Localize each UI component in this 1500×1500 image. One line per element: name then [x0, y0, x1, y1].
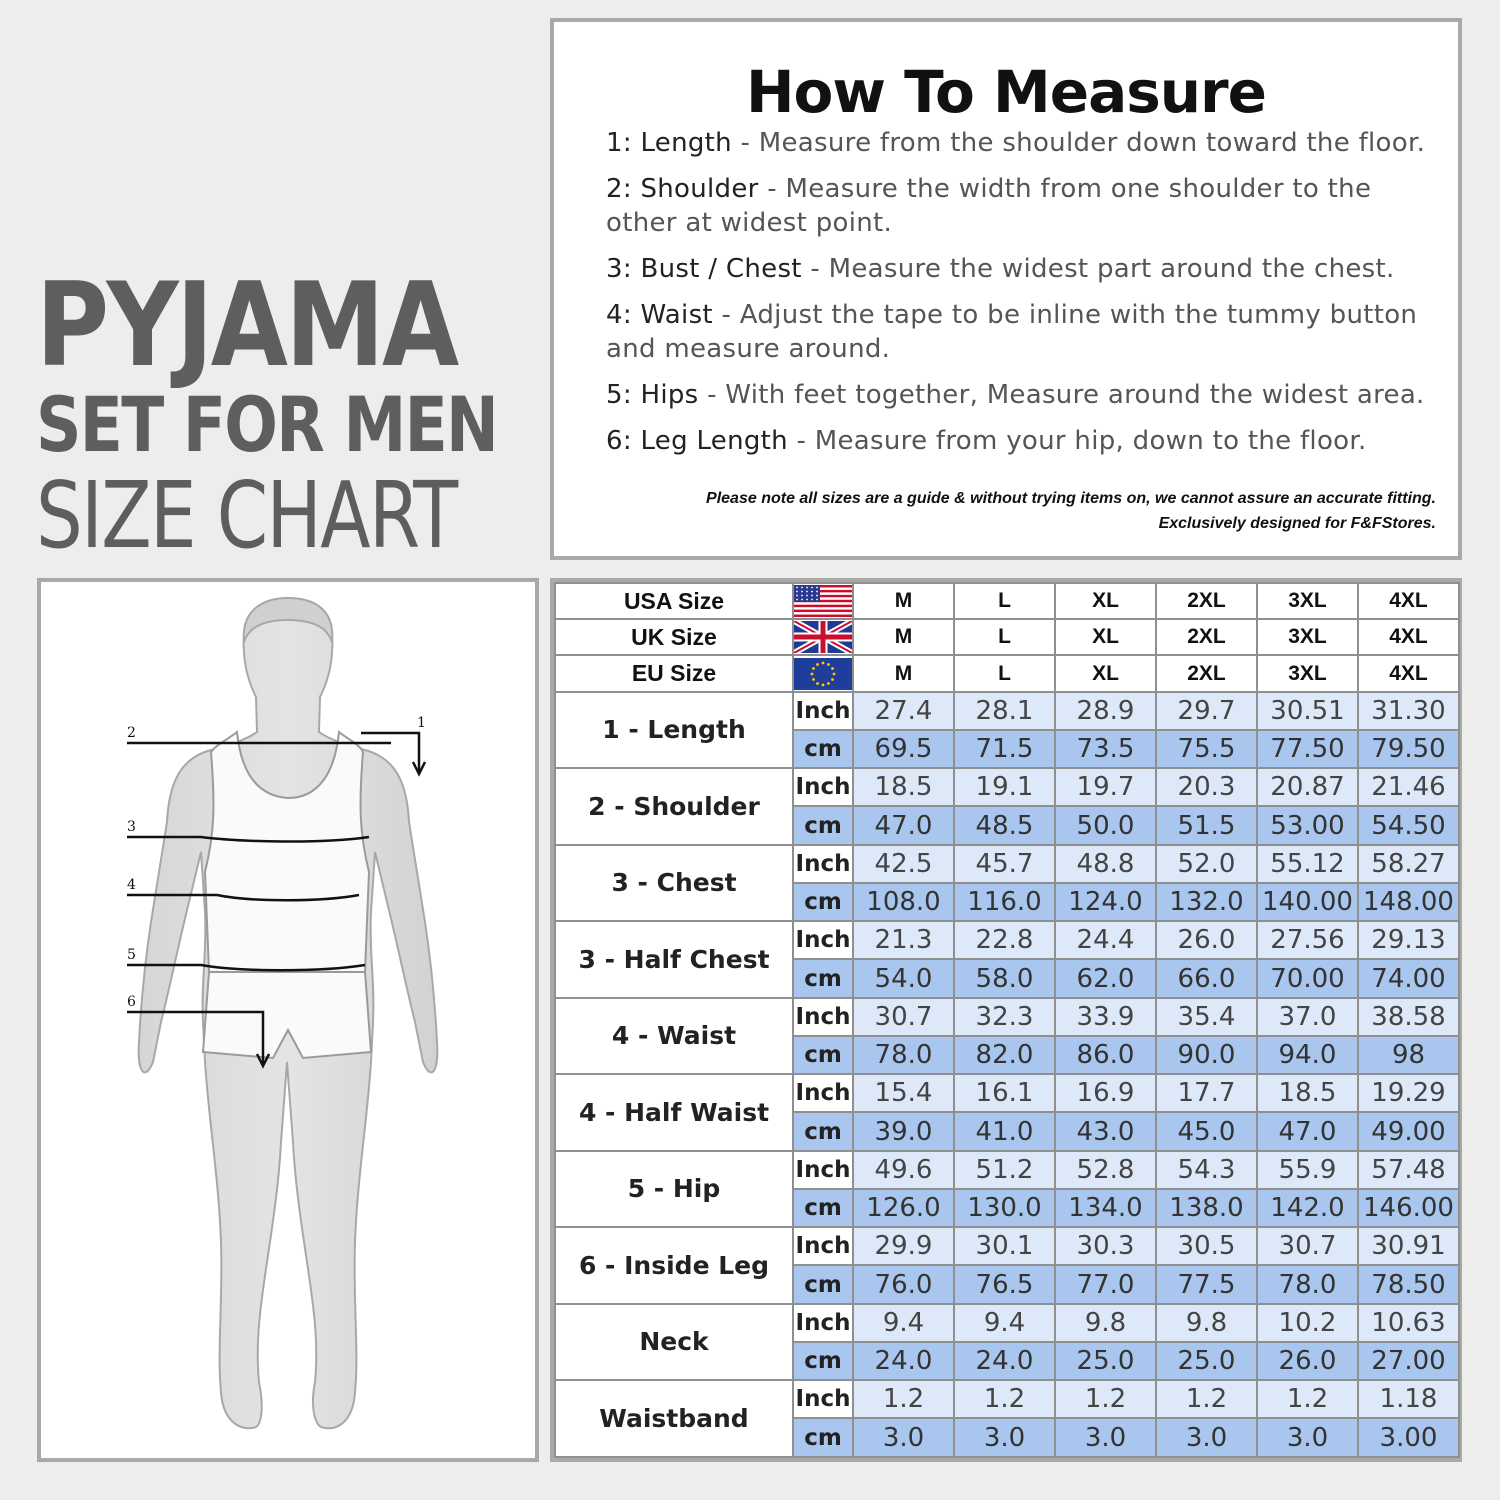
cm-value: 77.50 [1257, 730, 1358, 768]
unit-cm-label: cm [793, 1342, 853, 1380]
cm-value: 25.0 [1156, 1342, 1257, 1380]
inch-value: 9.4 [954, 1304, 1055, 1342]
inch-value: 21.3 [853, 921, 954, 959]
inch-value: 21.46 [1358, 768, 1459, 806]
cm-value: 69.5 [853, 730, 954, 768]
inch-value: 54.3 [1156, 1151, 1257, 1189]
title-set-for-men: SET FOR MEN [36, 380, 498, 469]
cm-value: 27.00 [1358, 1342, 1459, 1380]
cm-value: 54.50 [1358, 806, 1459, 844]
inch-value: 52.8 [1055, 1151, 1156, 1189]
size-label: 4XL [1358, 583, 1459, 619]
table-row [555, 1380, 1459, 1418]
inch-value: 1.2 [853, 1380, 954, 1418]
cm-value: 25.0 [1055, 1342, 1156, 1380]
table-row [555, 1074, 1459, 1112]
inch-value: 49.6 [853, 1151, 954, 1189]
unit-inch-label: Inch [793, 1227, 853, 1265]
cm-value: 98 [1358, 1036, 1459, 1074]
cm-value: 146.00 [1358, 1189, 1459, 1227]
measure-instruction-key: 6: Leg Length [606, 426, 788, 456]
cm-value: 94.0 [1257, 1036, 1358, 1074]
cm-value: 78.0 [1257, 1265, 1358, 1303]
inch-value: 1.2 [1156, 1380, 1257, 1418]
inch-value: 9.4 [853, 1304, 954, 1342]
cm-value: 76.5 [954, 1265, 1055, 1303]
cm-value: 132.0 [1156, 883, 1257, 921]
inch-value: 30.3 [1055, 1227, 1156, 1265]
figure-label-1: 1 [417, 715, 426, 731]
cm-value: 70.00 [1257, 959, 1358, 997]
measurement-name: 2 - Shoulder [555, 768, 793, 845]
measure-instruction-text: - Adjust the tape to be inline with the tummy button and measure around. [606, 300, 1418, 364]
unit-cm-label: cm [793, 959, 853, 997]
unit-cm-label: cm [793, 806, 853, 844]
cm-value: 142.0 [1257, 1189, 1358, 1227]
figure-label-4: 4 [127, 877, 136, 893]
size-label: XL [1055, 619, 1156, 655]
inch-value: 22.8 [954, 921, 1055, 959]
size-label: 2XL [1156, 619, 1257, 655]
cm-value: 66.0 [1156, 959, 1257, 997]
inch-value: 28.9 [1055, 692, 1156, 730]
size-system-label: UK Size [555, 619, 793, 655]
cm-value: 48.5 [954, 806, 1055, 844]
inch-value: 27.4 [853, 692, 954, 730]
size-label: 3XL [1257, 655, 1358, 691]
unit-cm-label: cm [793, 1189, 853, 1227]
table-row [555, 1227, 1459, 1265]
cm-value: 58.0 [954, 959, 1055, 997]
inch-value: 30.91 [1358, 1227, 1459, 1265]
cm-value: 45.0 [1156, 1112, 1257, 1150]
inch-value: 57.48 [1358, 1151, 1459, 1189]
inch-value: 27.56 [1257, 921, 1358, 959]
cm-value: 73.5 [1055, 730, 1156, 768]
size-label: 3XL [1257, 583, 1358, 619]
cm-value: 24.0 [853, 1342, 954, 1380]
cm-value: 124.0 [1055, 883, 1156, 921]
cm-value: 116.0 [954, 883, 1055, 921]
cm-value: 75.5 [1156, 730, 1257, 768]
measurement-name: 4 - Waist [555, 998, 793, 1075]
inch-value: 33.9 [1055, 998, 1156, 1036]
size-label: M [853, 583, 954, 619]
usa-flag-icon [794, 585, 852, 617]
unit-cm-label: cm [793, 883, 853, 921]
inch-value: 18.5 [853, 768, 954, 806]
size-header-row [555, 583, 1459, 619]
body-figure-panel [37, 578, 539, 1462]
title-block [36, 258, 536, 569]
measure-instruction-key: 2: Shoulder [606, 174, 759, 204]
cm-value: 41.0 [954, 1112, 1055, 1150]
size-label: XL [1055, 583, 1156, 619]
inch-value: 16.9 [1055, 1074, 1156, 1112]
fitting-note [706, 486, 1436, 536]
cm-value: 26.0 [1257, 1342, 1358, 1380]
measure-instruction [606, 298, 1426, 366]
flag-cell [793, 655, 853, 691]
size-label: M [853, 619, 954, 655]
cm-value: 90.0 [1156, 1036, 1257, 1074]
measurement-name: Neck [555, 1304, 793, 1381]
cm-value: 78.0 [853, 1036, 954, 1074]
measurement-name: 5 - Hip [555, 1151, 793, 1228]
size-label: L [954, 583, 1055, 619]
cm-value: 130.0 [954, 1189, 1055, 1227]
cm-value: 3.0 [853, 1418, 954, 1457]
inch-value: 15.4 [853, 1074, 954, 1112]
unit-inch-label: Inch [793, 1151, 853, 1189]
measurement-name: 3 - Half Chest [555, 921, 793, 998]
inch-value: 18.5 [1257, 1074, 1358, 1112]
cm-value: 49.00 [1358, 1112, 1459, 1150]
inch-value: 20.87 [1257, 768, 1358, 806]
how-to-measure-heading: How To Measure [745, 58, 1266, 126]
inch-value: 30.7 [853, 998, 954, 1036]
cm-value: 53.00 [1257, 806, 1358, 844]
inch-value: 1.2 [1257, 1380, 1358, 1418]
flag-cell [793, 619, 853, 655]
cm-value: 3.0 [954, 1418, 1055, 1457]
inch-value: 1.2 [954, 1380, 1055, 1418]
cm-value: 108.0 [853, 883, 954, 921]
unit-inch-label: Inch [793, 1074, 853, 1112]
uk-flag-icon [794, 621, 852, 653]
cm-value: 3.0 [1257, 1418, 1358, 1457]
measure-instruction [606, 424, 1426, 458]
measure-instruction-text: - Measure the widest part around the chest. [801, 254, 1395, 284]
measurement-name: 3 - Chest [555, 845, 793, 922]
measurement-name: 1 - Length [555, 692, 793, 769]
size-header-row [555, 619, 1459, 655]
unit-inch-label: Inch [793, 1380, 853, 1418]
inch-value: 19.29 [1358, 1074, 1459, 1112]
measure-instruction-text: - Measure the width from one shoulder to the other at widest point. [606, 174, 1372, 238]
cm-value: 77.0 [1055, 1265, 1156, 1303]
size-system-label: EU Size [555, 655, 793, 691]
inch-value: 16.1 [954, 1074, 1055, 1112]
body-figure-illustration [41, 582, 535, 1458]
measurement-name: 4 - Half Waist [555, 1074, 793, 1151]
measure-instruction-key: 5: Hips [606, 380, 699, 410]
cm-value: 54.0 [853, 959, 954, 997]
measure-instruction [606, 126, 1426, 160]
fitting-note-line1: Please note all sizes are a guide & without trying items on, we cannot assure an accurate fitting. [706, 490, 1436, 507]
measure-instruction-key: 4: Waist [606, 300, 713, 330]
cm-value: 39.0 [853, 1112, 954, 1150]
inch-value: 20.3 [1156, 768, 1257, 806]
inch-value: 51.2 [954, 1151, 1055, 1189]
table-row [555, 845, 1459, 883]
unit-inch-label: Inch [793, 768, 853, 806]
eu-flag-icon [794, 658, 852, 690]
cm-value: 24.0 [954, 1342, 1055, 1380]
unit-cm-label: cm [793, 1418, 853, 1457]
inch-value: 24.4 [1055, 921, 1156, 959]
inch-value: 35.4 [1156, 998, 1257, 1036]
table-row [555, 1304, 1459, 1342]
inch-value: 26.0 [1156, 921, 1257, 959]
cm-value: 134.0 [1055, 1189, 1156, 1227]
inch-value: 37.0 [1257, 998, 1358, 1036]
cm-value: 3.0 [1055, 1418, 1156, 1457]
size-header-row [555, 655, 1459, 691]
cm-value: 47.0 [1257, 1112, 1358, 1150]
measure-instruction [606, 378, 1426, 412]
size-label: 3XL [1257, 619, 1358, 655]
inch-value: 55.9 [1257, 1151, 1358, 1189]
inch-value: 29.9 [853, 1227, 954, 1265]
cm-value: 71.5 [954, 730, 1055, 768]
size-label: L [954, 619, 1055, 655]
cm-value: 51.5 [1156, 806, 1257, 844]
inch-value: 58.27 [1358, 845, 1459, 883]
cm-value: 47.0 [853, 806, 954, 844]
cm-value: 79.50 [1358, 730, 1459, 768]
measure-instructions [606, 126, 1426, 470]
table-row [555, 768, 1459, 806]
inch-value: 30.51 [1257, 692, 1358, 730]
size-label: 4XL [1358, 655, 1459, 691]
table-row [555, 1151, 1459, 1189]
inch-value: 52.0 [1156, 845, 1257, 883]
inch-value: 1.2 [1055, 1380, 1156, 1418]
measurement-name: 6 - Inside Leg [555, 1227, 793, 1304]
flag-cell [793, 583, 853, 619]
inch-value: 30.1 [954, 1227, 1055, 1265]
measure-instruction-text: - Measure from the shoulder down toward the floor. [731, 128, 1426, 158]
measure-instruction [606, 172, 1426, 240]
inch-value: 9.8 [1156, 1304, 1257, 1342]
figure-label-5: 5 [127, 947, 136, 963]
inch-value: 55.12 [1257, 845, 1358, 883]
measure-instruction-text: - Measure from your hip, down to the floor. [787, 426, 1367, 456]
measure-instruction-key: 1: Length [606, 128, 732, 158]
figure-label-6: 6 [127, 994, 136, 1010]
inch-value: 28.1 [954, 692, 1055, 730]
cm-value: 62.0 [1055, 959, 1156, 997]
figure-label-3: 3 [127, 819, 136, 835]
measure-instruction-text: - With feet together, Measure around the widest area. [698, 380, 1425, 410]
size-system-label: USA Size [555, 583, 793, 619]
inch-value: 30.5 [1156, 1227, 1257, 1265]
unit-inch-label: Inch [793, 998, 853, 1036]
table-row [555, 921, 1459, 959]
size-label: L [954, 655, 1055, 691]
cm-value: 126.0 [853, 1189, 954, 1227]
cm-value: 3.00 [1358, 1418, 1459, 1457]
cm-value: 74.00 [1358, 959, 1459, 997]
inch-value: 17.7 [1156, 1074, 1257, 1112]
unit-inch-label: Inch [793, 845, 853, 883]
inch-value: 32.3 [954, 998, 1055, 1036]
title-pyjama: PYJAMA [36, 258, 457, 393]
cm-value: 86.0 [1055, 1036, 1156, 1074]
cm-value: 43.0 [1055, 1112, 1156, 1150]
fitting-note-line2: Exclusively designed for F&FStores. [1158, 515, 1436, 532]
size-label: 4XL [1358, 619, 1459, 655]
measure-instruction-key: 3: Bust / Chest [606, 254, 802, 284]
cm-value: 77.5 [1156, 1265, 1257, 1303]
table-row [555, 692, 1459, 730]
size-label: 2XL [1156, 655, 1257, 691]
inch-value: 9.8 [1055, 1304, 1156, 1342]
size-table [554, 582, 1460, 1458]
cm-value: 50.0 [1055, 806, 1156, 844]
size-label: M [853, 655, 954, 691]
unit-cm-label: cm [793, 1112, 853, 1150]
inch-value: 48.8 [1055, 845, 1156, 883]
inch-value: 31.30 [1358, 692, 1459, 730]
figure-label-2: 2 [127, 725, 136, 741]
inch-value: 19.1 [954, 768, 1055, 806]
cm-value: 82.0 [954, 1036, 1055, 1074]
table-row [555, 998, 1459, 1036]
inch-value: 29.7 [1156, 692, 1257, 730]
inch-value: 30.7 [1257, 1227, 1358, 1265]
unit-cm-label: cm [793, 1036, 853, 1074]
unit-inch-label: Inch [793, 1304, 853, 1342]
inch-value: 19.7 [1055, 768, 1156, 806]
how-to-measure-panel [550, 18, 1462, 560]
inch-value: 1.18 [1358, 1380, 1459, 1418]
title-size-chart: SIZE CHART [36, 462, 457, 569]
cm-value: 76.0 [853, 1265, 954, 1303]
cm-value: 148.00 [1358, 883, 1459, 921]
cm-value: 140.00 [1257, 883, 1358, 921]
inch-value: 42.5 [853, 845, 954, 883]
inch-value: 10.2 [1257, 1304, 1358, 1342]
unit-cm-label: cm [793, 1265, 853, 1303]
cm-value: 3.0 [1156, 1418, 1257, 1457]
size-table-panel [550, 578, 1462, 1462]
measurement-name: Waistband [555, 1380, 793, 1457]
unit-inch-label: Inch [793, 921, 853, 959]
size-label: XL [1055, 655, 1156, 691]
inch-value: 10.63 [1358, 1304, 1459, 1342]
inch-value: 38.58 [1358, 998, 1459, 1036]
cm-value: 78.50 [1358, 1265, 1459, 1303]
inch-value: 45.7 [954, 845, 1055, 883]
size-label: 2XL [1156, 583, 1257, 619]
cm-value: 138.0 [1156, 1189, 1257, 1227]
measure-instruction [606, 252, 1426, 286]
unit-cm-label: cm [793, 730, 853, 768]
unit-inch-label: Inch [793, 692, 853, 730]
inch-value: 29.13 [1358, 921, 1459, 959]
